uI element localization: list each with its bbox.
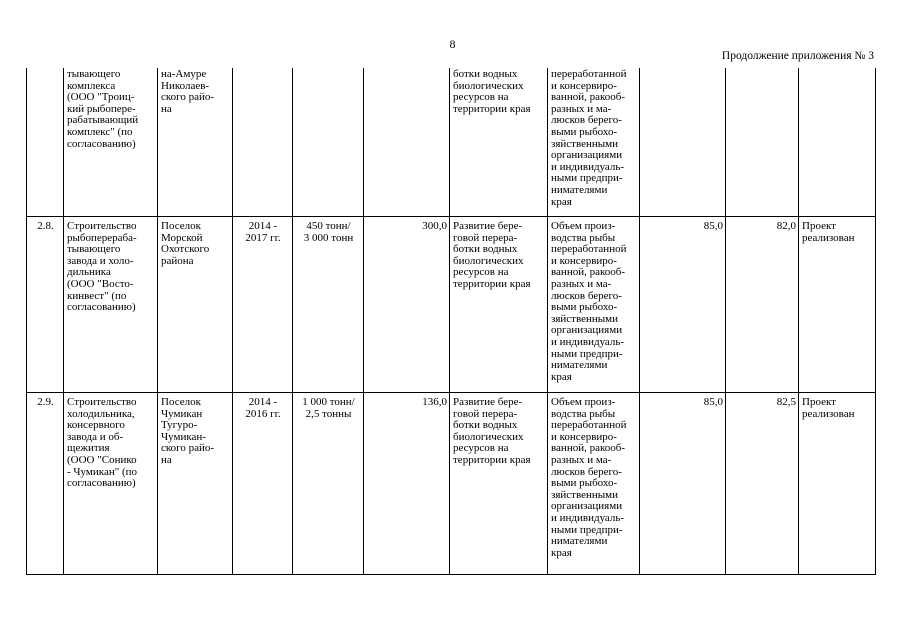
value-1-cell: 85,0 xyxy=(640,393,726,575)
row-number-cell: 2.9. xyxy=(27,393,64,575)
location-cell: на-Амуре Николаев- ского райо- на xyxy=(158,68,233,217)
cost-cell: 136,0 xyxy=(364,393,450,575)
status-cell xyxy=(799,68,876,217)
project-name-cell: тывающего комплекса (ООО "Троиц- кий рыбопере- рабатывающий комплекс" (по согласованию) xyxy=(64,68,158,217)
project-name-cell: Строительство рыбоперераба- тывающего завода и холо- дильника (ООО "Восто- кинвест" (по согласованию) xyxy=(64,217,158,393)
row-number-cell xyxy=(27,68,64,217)
period-cell: 2014 - 2017 гг. xyxy=(233,217,293,393)
table-row xyxy=(27,217,876,393)
value-2-cell: 82,5 xyxy=(726,393,799,575)
goal-cell: ботки водных биологических ресурсов на территории края xyxy=(450,68,548,217)
location-cell: Поселок Морской Охотского района xyxy=(158,217,233,393)
appendix-continuation-note: Продолжение приложения № 3 xyxy=(721,50,874,62)
project-name-cell: Строительство холодильника, консервного завода и об- щежития (ООО "Сонико - Чумикан" (по согласованию) xyxy=(64,393,158,575)
table-row xyxy=(27,393,876,575)
value-1-cell xyxy=(640,68,726,217)
value-2-cell: 82,0 xyxy=(726,217,799,393)
projects-table xyxy=(26,68,876,575)
value-1-cell: 85,0 xyxy=(640,217,726,393)
period-cell: 2014 - 2016 гг. xyxy=(233,393,293,575)
status-cell: Проект реализован xyxy=(799,393,876,575)
value-2-cell xyxy=(726,68,799,217)
period-cell xyxy=(233,68,293,217)
capacity-cell: 450 тонн/ 3 000 тонн xyxy=(293,217,364,393)
indicator-cell: переработанной и консервиро- ванной, ракооб- разных и ма- люсков берего- выми рыбохо- зяйственными организациями и индивидуаль- ными предпри- нимателями края xyxy=(548,68,640,217)
cost-cell xyxy=(364,68,450,217)
indicator-cell: Объем произ- водства рыбы переработанной и консервиро- ванной, ракооб- разных и ма- люсков берего- выми рыбохо- зяйственными организациями и индивидуаль- ными предпри- нимателями края xyxy=(548,217,640,393)
capacity-cell: 1 000 тонн/ 2,5 тонны xyxy=(293,393,364,575)
row-number-cell: 2.8. xyxy=(27,217,64,393)
cost-cell: 300,0 xyxy=(364,217,450,393)
page-number: 8 xyxy=(449,37,456,51)
table-row xyxy=(27,68,876,217)
goal-cell: Развитие бере- говой перера- ботки водных биологических ресурсов на территории края xyxy=(450,217,548,393)
location-cell: Поселок Чумикан Тугуро- Чумикан- ского райо- на xyxy=(158,393,233,575)
goal-cell: Развитие бере- говой перера- ботки водных биологических ресурсов на территории края xyxy=(450,393,548,575)
indicator-cell: Объем произ- водства рыбы переработанной и консервиро- ванной, ракооб- разных и ма- люсков берего- выми рыбохо- зяйственными организациями и индивидуаль- ными предпри- нимателями края xyxy=(548,393,640,575)
capacity-cell xyxy=(293,68,364,217)
status-cell: Проект реализован xyxy=(799,217,876,393)
